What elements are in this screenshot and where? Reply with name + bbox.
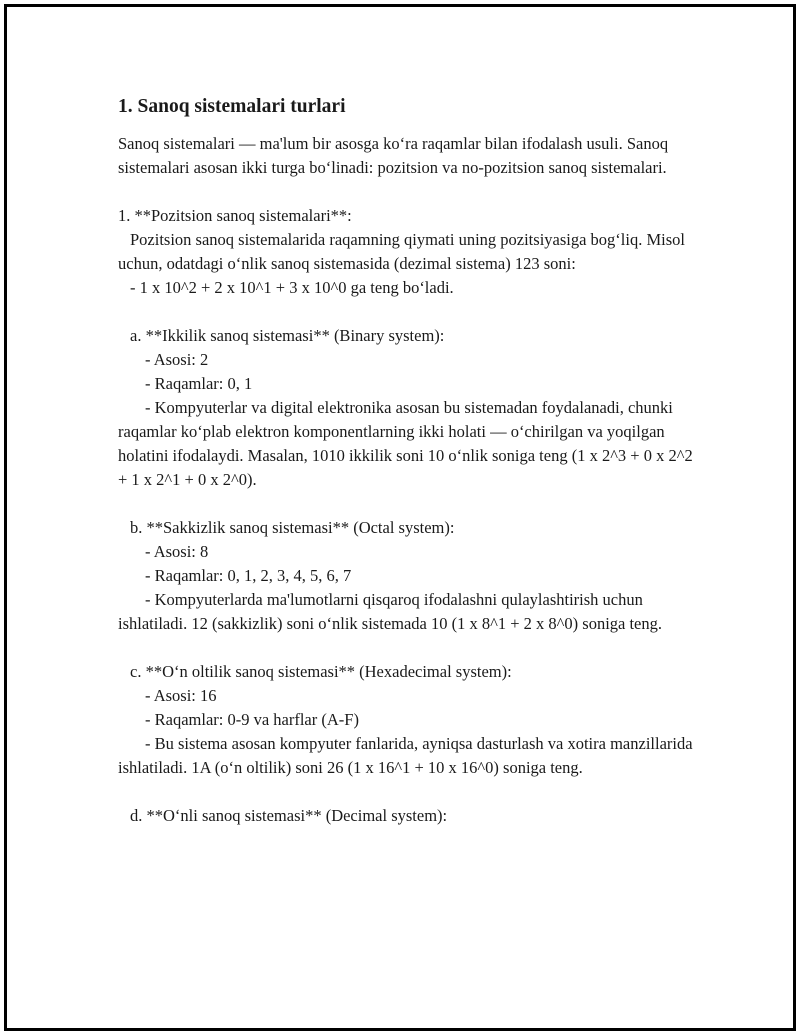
subsection-decimal: [118, 804, 698, 828]
octal-desc: - Kompyuterlarda ma'lumotlarni qisqaroq ifodalashni qulaylashtirish uchun ishlatiladi. 12 (sakkizlik) soni o‘nlik sistemada 10 (1 x 8^1 + 2 x 8^0) soniga teng.: [118, 590, 663, 633]
section-positional: [118, 204, 698, 300]
hex-heading: c. **O‘n oltilik sanoq sistemasi** (Hexadecimal system):: [130, 662, 512, 681]
octal-digits: - Raqamlar: 0, 1, 2, 3, 4, 5, 6, 7: [145, 566, 352, 585]
hex-base: - Asosi: 16: [145, 686, 217, 705]
hex-digits: - Raqamlar: 0-9 va harflar (A-F): [145, 710, 359, 729]
section-positional-example: - 1 x 10^2 + 2 x 10^1 + 3 x 10^0 ga teng bo‘ladi.: [130, 278, 454, 297]
subsection-hex: [118, 660, 698, 780]
subsection-binary: [118, 324, 698, 492]
binary-digits: - Raqamlar: 0, 1: [145, 374, 253, 393]
document-body: [118, 94, 698, 828]
decimal-heading: d. **O‘nli sanoq sistemasi** (Decimal system):: [130, 806, 448, 825]
octal-heading: b. **Sakkizlik sanoq sistemasi** (Octal system):: [130, 518, 455, 537]
binary-base: - Asosi: 2: [145, 350, 209, 369]
hex-desc: - Bu sistema asosan kompyuter fanlarida, ayniqsa dasturlash va xotira manzillarida ishlatiladi. 1A (o‘n oltilik) soni 26 (1 x 16^1 + 10 x 16^0) soniga teng.: [118, 734, 693, 777]
intro-paragraph: Sanoq sistemalari — ma'lum bir asosga ko‘ra raqamlar bilan ifodalash usuli. Sanoq sistemalari asosan ikki turga bo‘linadi: pozitsion va no-pozitsion sanoq sistemalari.: [118, 134, 669, 177]
binary-desc: - Kompyuterlar va digital elektronika asosan bu sistemadan foydalanadi, chunki raqamlar ko‘plab elektron komponentlarning ikki holati — o‘chirilgan va yoqilgan holatini ifodalaydi. Masalan, 1010 ikkilik soni 10 o‘nlik soniga teng (1 x 2^3 + 0 x 2^2 + 1 x 2^1 + 0 x 2^0).: [118, 398, 693, 489]
binary-heading: a. **Ikkilik sanoq sistemasi** (Binary system):: [130, 326, 445, 345]
document-title: 1. Sanoq sistemalari turlari: [118, 96, 346, 117]
octal-base: - Asosi: 8: [145, 542, 209, 561]
section-positional-heading: 1. **Pozitsion sanoq sistemalari**:: [118, 206, 352, 225]
section-positional-desc: Pozitsion sanoq sistemalarida raqamning qiymati uning pozitsiyasiga bog‘liq. Misol uchun, odatdagi o‘nlik sanoq sistemasida (dezimal sistema) 123 soni:: [118, 230, 685, 273]
subsection-octal: [118, 516, 698, 636]
